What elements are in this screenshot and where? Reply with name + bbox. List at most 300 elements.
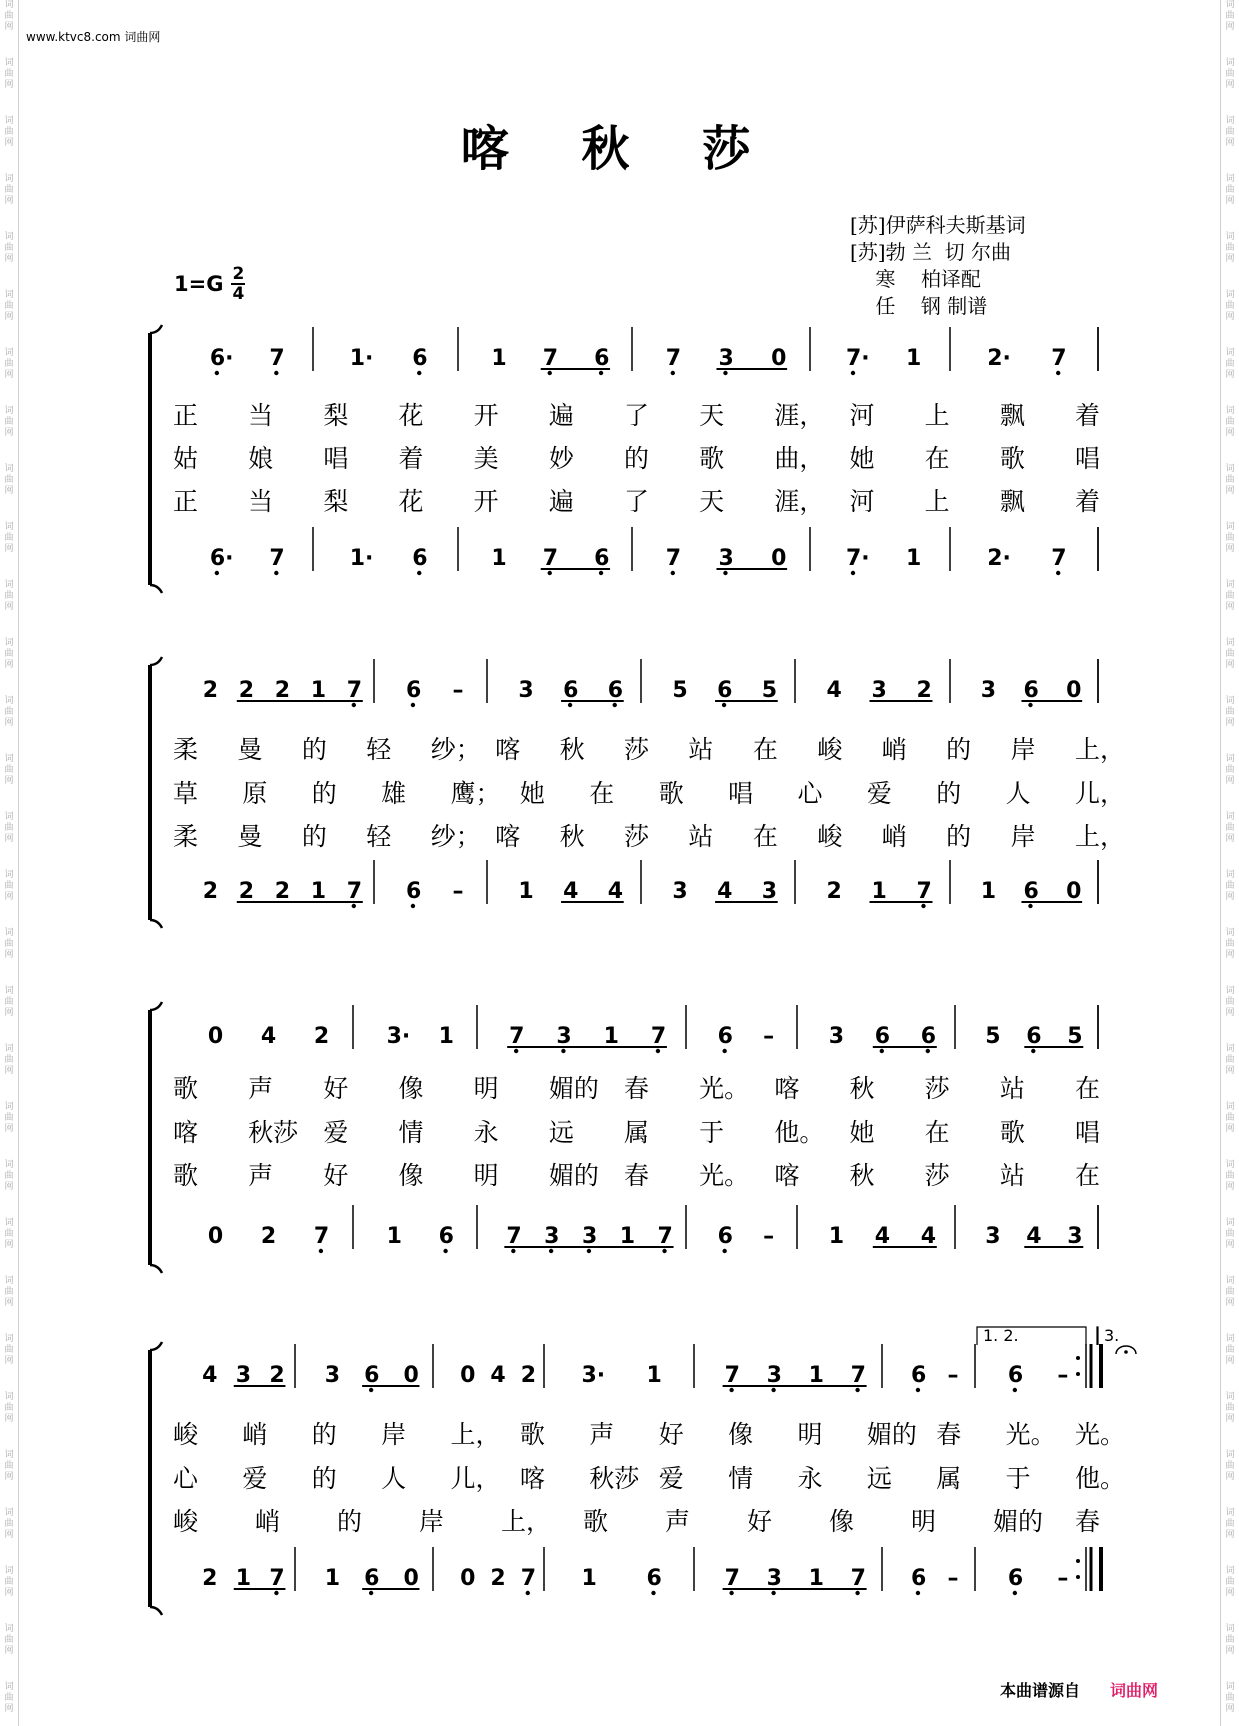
upper-note: 3	[235, 1363, 252, 1388]
fermata-dot	[1124, 1350, 1128, 1354]
lower-note: 7	[657, 1224, 673, 1249]
lower-note: 6	[910, 1566, 927, 1591]
lyric-syllable: 花	[398, 401, 424, 430]
upper-note: 6	[874, 1024, 891, 1049]
upper-note: 2	[202, 678, 219, 703]
lyric-syllable: 人	[381, 1464, 407, 1493]
upper-note: 1	[310, 678, 327, 703]
lyric-syllable: 情	[398, 1118, 424, 1147]
lyric-syllable: 人	[1005, 779, 1031, 808]
upper-note: 3	[871, 678, 887, 703]
lower-note: 1	[980, 879, 997, 904]
lyric-syllable: 鹰；	[450, 779, 501, 808]
watermark-text: 词 曲 网	[4, 986, 14, 1018]
lyric-syllable: 秋莎	[248, 1118, 299, 1147]
lower-note: 2	[274, 879, 291, 904]
lyric-syllable: 纱；	[430, 822, 481, 851]
upper-note: 7	[269, 346, 285, 371]
lyric-syllable: 站	[999, 1161, 1025, 1190]
credit-composer: [苏]勃 兰 切 尔曲	[850, 240, 1012, 264]
upper-note: 4	[826, 678, 842, 703]
lyric-syllable: 儿，	[450, 1464, 501, 1493]
lower-note: 6	[412, 546, 428, 571]
lyric-syllable: 春	[624, 1161, 650, 1190]
watermark-text: 词 曲 网	[1225, 1624, 1235, 1656]
upper-note: 2	[274, 678, 291, 703]
upper-note: –	[763, 1024, 775, 1049]
lyric-syllable: 梨	[323, 487, 349, 516]
lyric-syllable: 光。	[1075, 1420, 1126, 1449]
upper-note: 6	[563, 678, 579, 703]
lyric-syllable: 爱	[866, 779, 892, 808]
lower-note: 1	[324, 1566, 341, 1591]
lyric-syllable: 的	[301, 735, 327, 764]
upper-octave-dot	[514, 1049, 518, 1053]
lyric-syllable: 岸	[381, 1420, 407, 1449]
watermark-text: 词 曲 网	[4, 58, 14, 90]
lyric-syllable: 秋	[849, 1074, 875, 1103]
lyric-syllable: 声	[589, 1420, 615, 1449]
upper-note: 6	[1007, 1363, 1024, 1388]
upper-note: 1	[808, 1363, 824, 1388]
lower-octave-dot	[916, 1591, 920, 1595]
watermark-text: 词 曲 网	[4, 580, 14, 612]
lyric-syllable: 喀	[173, 1118, 199, 1147]
lyric-syllable: 了	[624, 487, 650, 516]
watermark-text: 词 曲 网	[1225, 232, 1235, 264]
upper-note: 1·	[349, 346, 374, 371]
lyric-syllable: 远	[548, 1118, 574, 1147]
lyric-syllable: 的	[311, 779, 337, 808]
lower-note: 0	[403, 1566, 419, 1591]
lyric-syllable: 美	[473, 444, 499, 473]
lyric-syllable: 岸	[419, 1507, 445, 1536]
system-bracket-hook	[150, 1342, 162, 1350]
lyric-syllable: 秋	[559, 735, 585, 764]
lower-note: 6	[1007, 1566, 1024, 1591]
lower-note: 7	[850, 1566, 866, 1591]
lower-note: 2	[260, 1224, 277, 1249]
lyric-syllable: 柔	[173, 822, 199, 851]
watermark-text: 词 曲 网	[1225, 638, 1235, 670]
upper-note: 6	[1026, 1024, 1042, 1049]
watermark-text: 词 曲 网	[1225, 1566, 1235, 1598]
lyric-syllable: 于	[1005, 1464, 1031, 1493]
lower-note: 6	[717, 1224, 733, 1249]
lyric-syllable: 的	[311, 1420, 337, 1449]
lower-octave-dot	[771, 1591, 775, 1595]
lyric-syllable: 光。	[699, 1161, 750, 1190]
lower-note: 1	[235, 1566, 252, 1591]
upper-note: 3	[766, 1363, 782, 1388]
lower-note: 0	[1066, 879, 1082, 904]
upper-note: 0	[460, 1363, 476, 1388]
lower-octave-dot	[526, 1591, 530, 1595]
lyric-syllable: 轻	[366, 822, 392, 851]
lyric-syllable: 河	[849, 487, 875, 516]
watermark-text: 词 曲 网	[1225, 1102, 1235, 1134]
lower-octave-dot	[1056, 571, 1060, 575]
lyric-syllable: 春	[1075, 1507, 1101, 1536]
upper-note: 5	[672, 678, 688, 703]
lower-note: 1·	[349, 546, 374, 571]
upper-octave-dot	[548, 371, 552, 375]
repeat-dot	[1076, 1575, 1080, 1579]
lyric-syllable: 柔	[173, 735, 199, 764]
watermark-text: 词 曲 网	[4, 696, 14, 728]
lower-note: 7	[916, 879, 932, 904]
watermark-text: 词 曲 网	[4, 1566, 14, 1598]
watermark-text: 词 曲 网	[1225, 464, 1235, 496]
lyric-syllable: 峻	[817, 735, 843, 764]
system-bracket-hook	[150, 1607, 162, 1615]
lyric-syllable: 歌	[173, 1074, 199, 1103]
lower-note: 2	[490, 1566, 506, 1591]
lyric-syllable: 媚的	[866, 1420, 917, 1449]
lower-note: –	[763, 1224, 775, 1249]
watermark-text: 词 曲 网	[4, 464, 14, 496]
upper-note: 6	[405, 678, 422, 703]
site-url: www.ktvc8.com 词曲网	[26, 30, 161, 44]
lyric-syllable: 站	[688, 735, 714, 764]
lyric-syllable: 开	[473, 487, 499, 516]
repeat-dot	[1076, 1356, 1080, 1360]
lower-note: 0	[207, 1224, 224, 1249]
upper-note: 2	[520, 1363, 537, 1388]
lyric-syllable: 曲，	[774, 444, 825, 473]
lower-octave-dot	[729, 1591, 733, 1595]
lower-octave-dot	[274, 1591, 278, 1595]
lyric-syllable: 像	[829, 1507, 855, 1536]
lyric-syllable: 峻	[173, 1420, 199, 1449]
lyric-syllable: 属	[936, 1464, 962, 1493]
lyric-syllable: 上	[924, 401, 950, 430]
lyric-syllable: 歌	[999, 444, 1025, 473]
upper-octave-dot	[215, 371, 219, 375]
lower-octave-dot	[651, 1591, 655, 1595]
watermark-text: 词 曲 网	[4, 812, 14, 844]
lyric-syllable: 上，	[501, 1507, 552, 1536]
lower-note: 7	[506, 1224, 522, 1249]
lyric-syllable: 春	[624, 1074, 650, 1103]
lyric-syllable: 像	[398, 1161, 424, 1190]
lyric-syllable: 的	[311, 1464, 337, 1493]
lyric-syllable: 媚的	[548, 1074, 599, 1103]
system-bracket-hook	[150, 1265, 162, 1273]
lyric-syllable: 声	[248, 1161, 274, 1190]
lyric-syllable: 着	[1075, 487, 1101, 516]
watermark-text: 词 曲 网	[4, 1334, 14, 1366]
lyric-syllable: 河	[849, 401, 875, 430]
lyric-syllable: 他。	[774, 1118, 825, 1147]
lyric-syllable: 峭	[242, 1420, 268, 1449]
upper-note: 7	[665, 346, 682, 371]
lower-octave-dot	[599, 571, 603, 575]
watermark-text: 词 曲 网	[1225, 870, 1235, 902]
upper-note: 7	[1051, 346, 1067, 371]
lower-note: 3	[761, 879, 778, 904]
upper-note: 3	[718, 346, 734, 371]
lyric-syllable: 的	[946, 735, 972, 764]
upper-note: 7	[850, 1363, 866, 1388]
lyric-syllable: 上，	[1075, 735, 1126, 764]
upper-note: 7	[650, 1024, 667, 1049]
lyric-syllable: 媚的	[993, 1507, 1044, 1536]
lyric-syllable: 唱	[323, 444, 349, 473]
lower-note: 3	[581, 1224, 598, 1249]
lower-note: 4	[874, 1224, 891, 1249]
lyric-syllable: 峭	[255, 1507, 281, 1536]
lyric-syllable: 莎	[924, 1161, 950, 1190]
repeat-dot	[1076, 1559, 1080, 1563]
lyric-syllable: 飘	[999, 401, 1025, 430]
upper-note: 7	[509, 1024, 525, 1049]
lower-octave-dot	[411, 904, 415, 908]
lyric-syllable: 原	[242, 779, 268, 808]
upper-note: 1	[646, 1363, 662, 1388]
upper-octave-dot	[1031, 1049, 1035, 1053]
watermark-text: 词 曲 网	[1225, 290, 1235, 322]
lower-note: 1	[619, 1224, 636, 1249]
lower-octave-dot	[851, 571, 855, 575]
lyric-syllable: 心	[173, 1464, 199, 1493]
lyric-syllable: 天	[699, 401, 725, 430]
lyric-syllable: 当	[248, 487, 274, 516]
lyric-syllable: 曼	[237, 735, 263, 764]
lower-note: 0	[460, 1566, 476, 1591]
upper-note: 2	[269, 1363, 285, 1388]
lyric-syllable: 遍	[548, 487, 574, 516]
lyric-syllable: 上	[924, 487, 950, 516]
lyric-syllable: 妙	[548, 444, 574, 473]
lower-note: 6	[594, 546, 610, 571]
volta-label: 3.	[1104, 1326, 1120, 1345]
lyric-syllable: 的	[936, 779, 962, 808]
lyric-syllable: 唱	[1075, 444, 1101, 473]
lyric-syllable: 明	[473, 1074, 499, 1103]
lower-note: 3	[544, 1224, 560, 1249]
lyric-syllable: 歌	[173, 1161, 199, 1190]
lyric-syllable: 在	[589, 779, 615, 808]
lyric-syllable: 上，	[450, 1420, 501, 1449]
lower-note: 6	[364, 1566, 380, 1591]
lower-octave-dot	[1013, 1591, 1017, 1595]
lyric-syllable: 歌	[658, 779, 684, 808]
watermark-text: 词 曲 网	[1225, 1218, 1235, 1250]
lyric-syllable: 岸	[1010, 735, 1036, 764]
lyric-syllable: 雄	[381, 779, 407, 808]
watermark-text: 词 曲 网	[4, 174, 14, 206]
upper-octave-dot	[851, 371, 855, 375]
lower-note: 3	[672, 879, 688, 904]
lower-note: 2	[238, 879, 255, 904]
watermark-text: 词 曲 网	[1225, 1392, 1235, 1424]
lyric-syllable: 飘	[999, 487, 1025, 516]
lyric-syllable: 当	[248, 401, 274, 430]
lower-note: 2	[826, 879, 842, 904]
upper-note: 4	[490, 1363, 506, 1388]
lyric-syllable: 遍	[548, 401, 574, 430]
lower-octave-dot	[417, 571, 421, 575]
lyric-syllable: 峭	[881, 822, 907, 851]
watermark-text: 词 曲 网	[4, 290, 14, 322]
lyric-syllable: 梨	[323, 401, 349, 430]
watermark-text: 词 曲 网	[1225, 580, 1235, 612]
watermark-text: 词 曲 网	[1225, 174, 1235, 206]
upper-note: 0	[403, 1363, 419, 1388]
footer-brand: 词曲网	[1110, 1681, 1159, 1700]
lower-octave-dot	[352, 904, 356, 908]
volta-bracket	[1097, 1327, 1098, 1345]
upper-note: 0	[1066, 678, 1082, 703]
upper-note: 6	[364, 1363, 380, 1388]
upper-octave-dot	[855, 1388, 859, 1392]
lower-octave-dot	[662, 1249, 666, 1253]
lyric-syllable: 曼	[237, 822, 263, 851]
upper-octave-dot	[1056, 371, 1060, 375]
upper-octave-dot	[561, 1049, 565, 1053]
watermark-text: 词 曲 网	[1225, 754, 1235, 786]
lyric-syllable: 明	[911, 1507, 937, 1536]
lower-note: 7	[542, 546, 559, 571]
lower-octave-dot	[587, 1249, 591, 1253]
lower-note: 3	[766, 1566, 782, 1591]
watermark-text: 词 曲 网	[1225, 812, 1235, 844]
upper-note: 5	[1067, 1024, 1083, 1049]
lyric-syllable: 远	[866, 1464, 892, 1493]
watermark-text: 词 曲 网	[4, 1102, 14, 1134]
watermark-text: 词 曲 网	[4, 1450, 14, 1482]
upper-note: 3	[556, 1024, 572, 1049]
upper-note: 6	[412, 346, 428, 371]
lyric-syllable: 着	[398, 444, 424, 473]
lyric-syllable: 她	[519, 779, 545, 808]
upper-note: 6	[1023, 678, 1039, 703]
lyric-syllable: 他。	[1075, 1464, 1126, 1493]
upper-note: 2	[313, 1024, 330, 1049]
lower-note: 1	[871, 879, 887, 904]
watermark-text: 词 曲 网	[1225, 522, 1235, 554]
credit-lyricist: [苏]伊萨科夫斯基词	[850, 213, 1026, 237]
lyric-syllable: 秋莎	[589, 1464, 640, 1493]
lyric-syllable: 轻	[366, 735, 392, 764]
lyric-syllable: 的	[301, 822, 327, 851]
system-bracket-hook	[150, 920, 162, 928]
watermark-text: 词 曲 网	[1225, 696, 1235, 728]
upper-octave-dot	[411, 703, 415, 707]
lower-note: 6	[438, 1224, 454, 1249]
watermark-text: 词 曲 网	[4, 116, 14, 148]
upper-note: –	[1057, 1363, 1069, 1388]
upper-note: 7	[724, 1363, 740, 1388]
lyric-syllable: 涯，	[774, 487, 825, 516]
lower-note: 6·	[209, 546, 234, 571]
lyric-syllable: 属	[624, 1118, 650, 1147]
lower-note: 7	[724, 1566, 740, 1591]
watermark-text: 词 曲 网	[1225, 1044, 1235, 1076]
lower-octave-dot	[215, 571, 219, 575]
lyric-syllable: 爱	[323, 1118, 349, 1147]
upper-note: 7	[346, 678, 363, 703]
lyric-syllable: 唱	[1075, 1118, 1101, 1147]
lyric-syllable: 正	[173, 401, 199, 430]
upper-octave-dot	[722, 703, 726, 707]
lower-note: 1	[518, 879, 534, 904]
lower-note: 7	[665, 546, 682, 571]
lower-note: 1	[581, 1566, 597, 1591]
watermark-text: 词 曲 网	[4, 1218, 14, 1250]
lower-note: 1	[828, 1224, 845, 1249]
lower-note: 7	[1051, 546, 1067, 571]
lyric-syllable: 心	[797, 779, 823, 808]
lower-octave-dot	[921, 904, 925, 908]
watermark-text: 词 曲 网	[4, 1276, 14, 1308]
upper-octave-dot	[568, 703, 572, 707]
upper-octave-dot	[352, 703, 356, 707]
upper-note: 0	[207, 1024, 224, 1049]
watermark-text: 词 曲 网	[4, 406, 14, 438]
lower-note: 6	[646, 1566, 662, 1591]
lower-octave-dot	[548, 571, 552, 575]
lower-octave-dot	[855, 1591, 859, 1595]
lower-octave-dot	[274, 571, 278, 575]
key-label: 1=G	[174, 272, 224, 296]
lyric-syllable: 站	[999, 1074, 1025, 1103]
lyric-syllable: 歌	[999, 1118, 1025, 1147]
upper-octave-dot	[722, 1049, 726, 1053]
watermark-text: 词 曲 网	[1225, 1160, 1235, 1192]
lyric-syllable: 天	[699, 487, 725, 516]
lyric-syllable: 喀	[774, 1074, 800, 1103]
lyric-syllable: 喀	[519, 1464, 545, 1493]
lower-octave-dot	[511, 1249, 515, 1253]
watermark-text: 词 曲 网	[4, 1682, 14, 1714]
lower-note: –	[452, 879, 464, 904]
lower-octave-dot	[443, 1249, 447, 1253]
upper-octave-dot	[926, 1049, 930, 1053]
watermark-text: 词 曲 网	[1225, 1508, 1235, 1540]
upper-note: 5	[985, 1024, 1001, 1049]
lyric-syllable: 好	[658, 1420, 684, 1449]
watermark-text: 词 曲 网	[4, 232, 14, 264]
watermark-text: 词 曲 网	[1225, 348, 1235, 380]
lyric-syllable: 好	[747, 1507, 773, 1536]
lyric-syllable: 喀	[495, 735, 521, 764]
upper-octave-dot	[771, 1388, 775, 1392]
watermark-text: 词 曲 网	[1225, 406, 1235, 438]
upper-note: 6	[717, 678, 733, 703]
lyric-syllable: 儿，	[1075, 779, 1126, 808]
upper-octave-dot	[613, 703, 617, 707]
upper-octave-dot	[729, 1388, 733, 1392]
lyric-syllable: 秋	[559, 822, 585, 851]
watermark-text: 词 曲 网	[1225, 116, 1235, 148]
lower-note: 7	[520, 1566, 537, 1591]
watermark-text: 词 曲 网	[4, 348, 14, 380]
repeat-dot	[1076, 1372, 1080, 1376]
lyric-syllable: 情	[728, 1464, 754, 1493]
lyric-syllable: 了	[624, 401, 650, 430]
upper-octave-dot	[1013, 1388, 1017, 1392]
lyric-syllable: 正	[173, 487, 199, 516]
upper-note: 7	[542, 346, 559, 371]
lower-note: 4	[563, 879, 579, 904]
upper-note: 3·	[386, 1024, 411, 1049]
footer	[1000, 1678, 1158, 1701]
lyric-syllable: 草	[173, 779, 199, 808]
lyric-syllable: 的	[337, 1507, 363, 1536]
upper-note: 3	[828, 1024, 845, 1049]
